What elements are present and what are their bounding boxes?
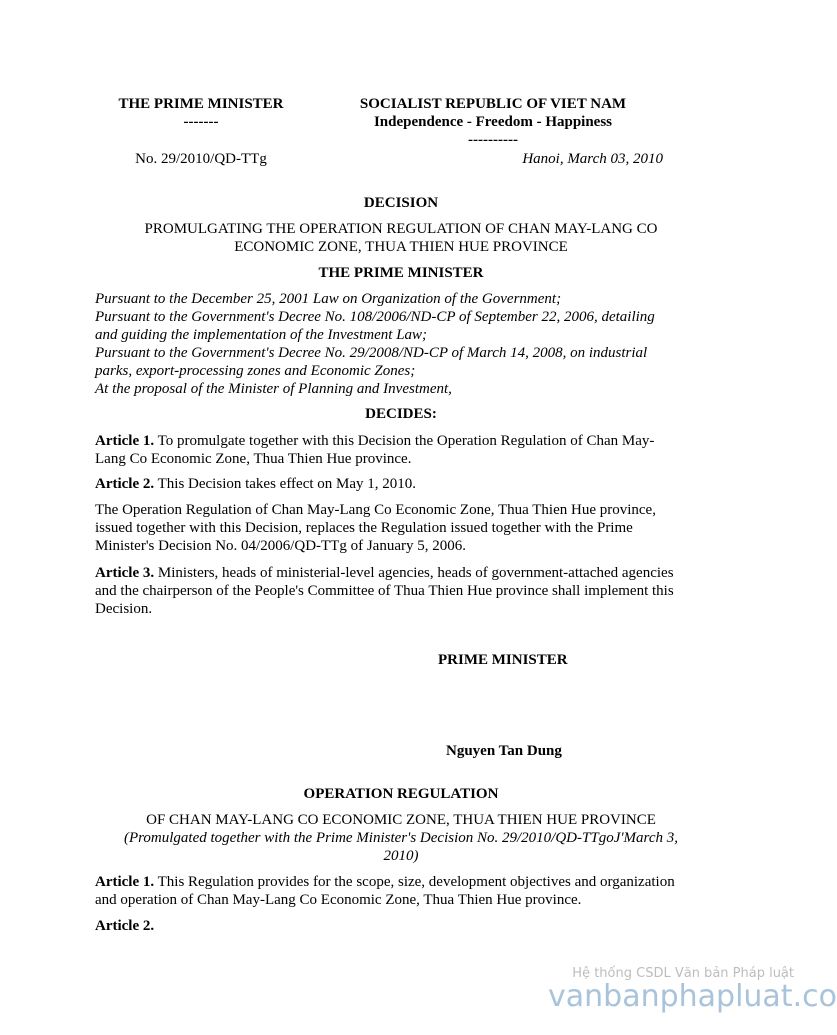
issuer-title: THE PRIME MINISTER: [118, 96, 284, 112]
preamble-line: and guiding the implementation of the Investment Law;: [95, 327, 428, 343]
document-number: No. 29/2010/QD-TTg: [135, 151, 267, 167]
watermark-caption: Hệ thống CSDL Văn bản Pháp luật: [572, 966, 794, 981]
signature-title: PRIME MINISTER: [438, 652, 568, 668]
motto-divider: ----------: [468, 132, 518, 148]
watermark-site: vanbanphapluat.co: [548, 979, 837, 1014]
promulgation-note-line2: 2010): [383, 848, 419, 864]
country-motto: Independence - Freedom - Happiness: [373, 114, 613, 130]
decision-article-2: [95, 475, 707, 493]
article-label: Article 3.: [95, 565, 155, 581]
decision-subtitle-line2: ECONOMIC ZONE, THUA THIEN HUE PROVINCE: [234, 239, 568, 255]
promulgation-note-line1: (Promulgated together with the Prime Minister's Decision No. 29/2010/QD-TTgoJ'March 3,: [123, 830, 678, 846]
article-text: Minister's Decision No. 04/2006/QD-TTg of January 5, 2006.: [95, 538, 466, 554]
regulation-subtitle: OF CHAN MAY-LANG CO ECONOMIC ZONE, THUA THIEN HUE PROVINCE: [146, 812, 656, 828]
decision-article-1: [95, 432, 707, 468]
article-text: and the chairperson of the People's Committee of Thua Thien Hue province shall implement this: [95, 583, 674, 599]
article-text: This Regulation provides for the scope, size, development objectives and organization: [154, 874, 675, 890]
decision-subtitle-line1: PROMULGATING THE OPERATION REGULATION OF CHAN MAY-LANG CO: [144, 221, 658, 237]
preamble-line: Pursuant to the Government's Decree No. 29/2008/ND-CP of March 14, 2008, on industrial: [95, 345, 648, 361]
decision-authority: THE PRIME MINISTER: [318, 265, 484, 281]
preamble-line: parks, export-processing zones and Economic Zones;: [95, 363, 416, 379]
article-text: Lang Co Economic Zone, Thua Thien Hue province.: [95, 451, 412, 467]
decision-article-3: [95, 564, 707, 618]
article-text: issued together with this Decision, replaces the Regulation issued together with the Prime: [95, 520, 633, 536]
article-text: Decision.: [95, 601, 153, 617]
article-text: and operation of Chan May-Lang Co Economic Zone, Thua Thien Hue province.: [95, 892, 582, 908]
decides-heading: DECIDES:: [365, 406, 437, 422]
article-label: Article 2.: [95, 476, 155, 492]
preamble-line: Pursuant to the December 25, 2001 Law on Organization of the Government;: [95, 291, 562, 307]
preamble-line: Pursuant to the Government's Decree No. 108/2006/ND-CP of September 22, 2006, detailing: [95, 309, 655, 325]
article-text: Ministers, heads of ministerial-level agencies, heads of government-attached agencies: [154, 565, 674, 581]
article-label: Article 1.: [95, 874, 155, 890]
article-text: The Operation Regulation of Chan May-Lang Co Economic Zone, Thua Thien Hue province,: [95, 502, 656, 518]
country-title: SOCIALIST REPUBLIC OF VIET NAM: [359, 96, 627, 112]
place-date: Hanoi, March 03, 2010: [522, 151, 663, 167]
issuer-divider: -------: [183, 114, 219, 130]
article-label: Article 1.: [95, 433, 155, 449]
regulation-article-1: [95, 873, 707, 909]
regulation-article-2-label: Article 2.: [95, 918, 155, 934]
decision-title: DECISION: [363, 195, 439, 211]
decision-article-2-detail: [95, 501, 707, 555]
article-text: This Decision takes effect on May 1, 2010.: [154, 476, 417, 492]
signatory-name: Nguyen Tan Dung: [446, 743, 562, 759]
article-text: To promulgate together with this Decision the Operation Regulation of Chan May-: [154, 433, 655, 449]
regulation-title: OPERATION REGULATION: [303, 786, 499, 802]
preamble: [95, 290, 707, 398]
preamble-line: At the proposal of the Minister of Planning and Investment,: [95, 381, 452, 397]
